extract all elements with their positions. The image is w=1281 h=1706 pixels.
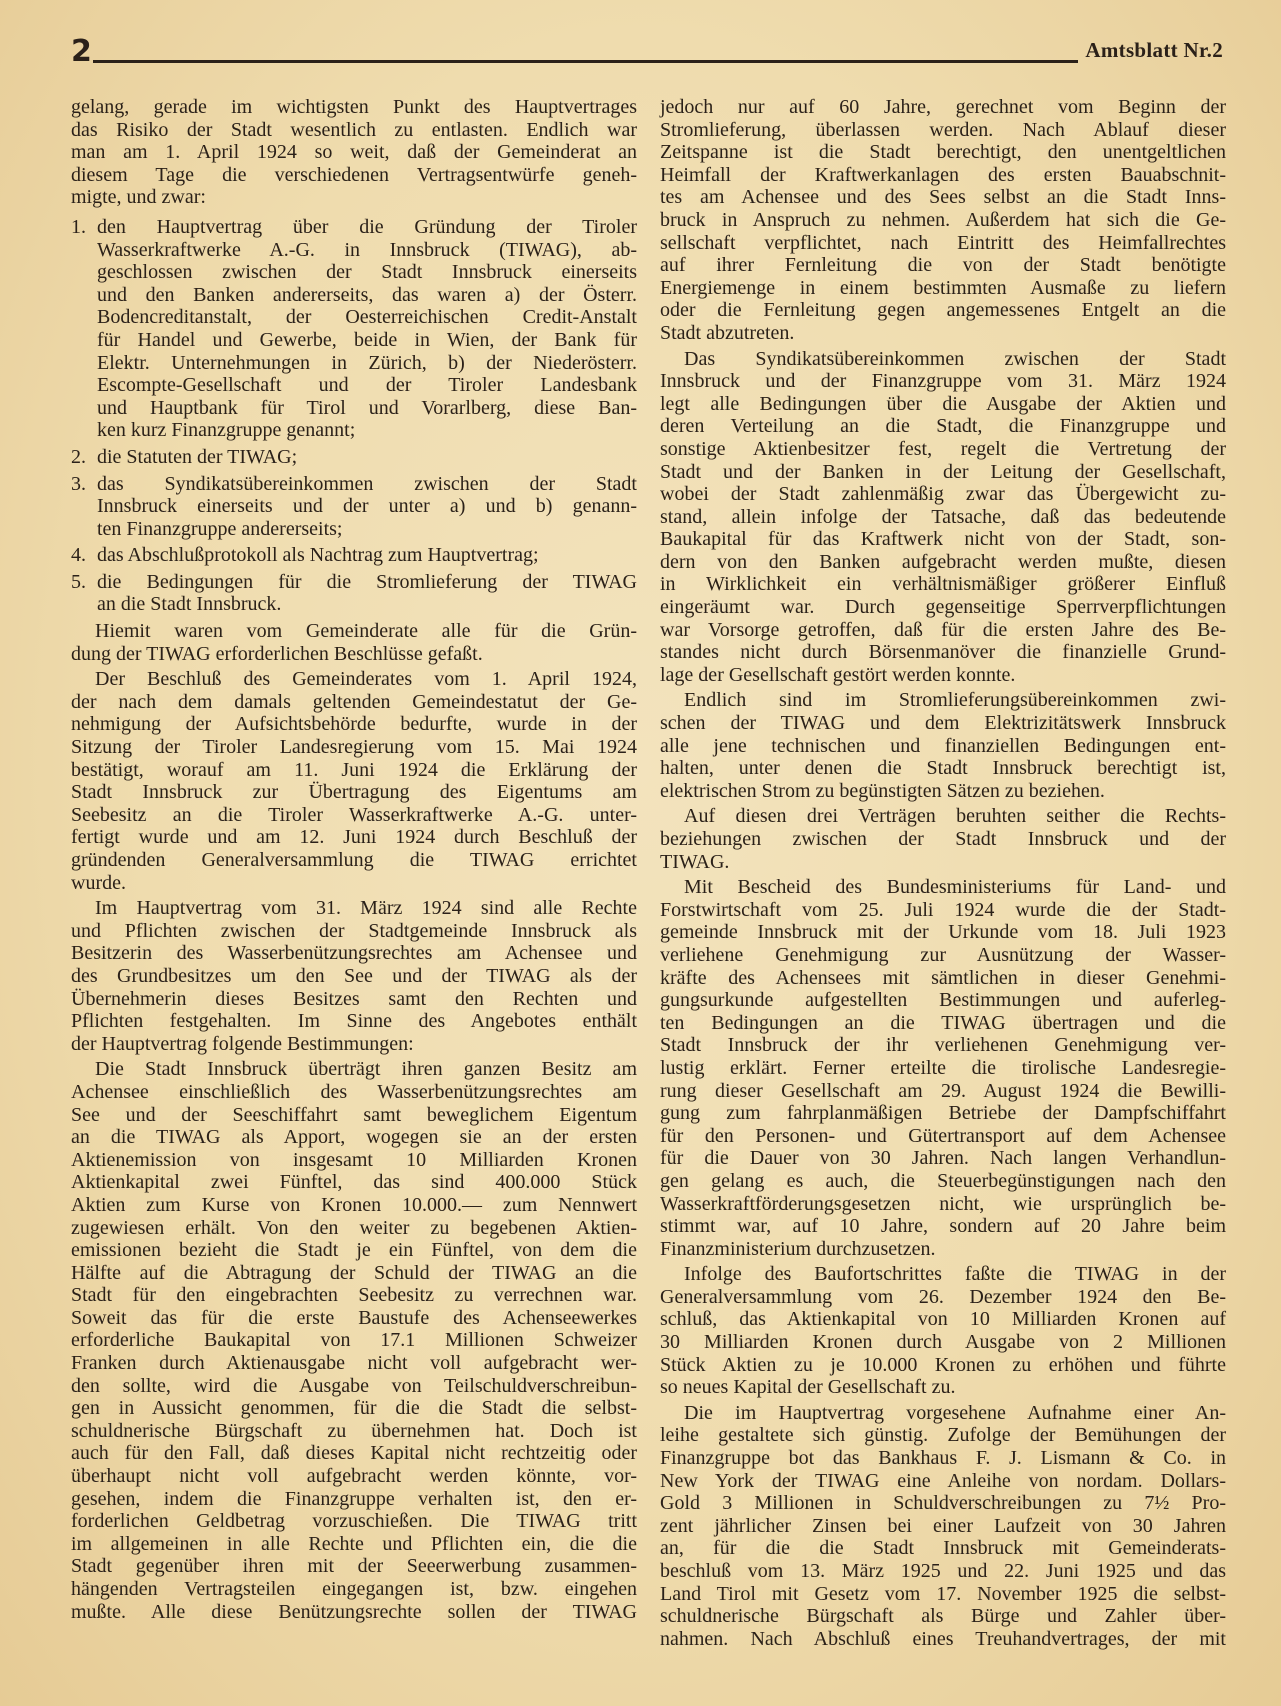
paragraph: [660, 1402, 1226, 1651]
text-line: Innsbruck und der Finanzgruppe vom 31. März 1924: [660, 370, 1226, 393]
text-line: Die Stadt Innsbruck überträgt ihren ganzen Besitz am: [95, 1058, 637, 1081]
text-line: sonstige Aktienbesitzer fest, regelt die Vertretung der: [660, 437, 1226, 460]
text-line: und Pflichten zwischen der Stadtgemeinde Innsbruck als: [71, 919, 637, 942]
text-line: Baukapital für das Kraftwerk nicht von der Stadt, son-: [660, 528, 1226, 551]
text-line: rung dieser Gesellschaft am 29. August 1924 die Bewilli-: [660, 1079, 1226, 1102]
text-line: Besitzerin des Wasserbenützungsrechtes am Achensee und: [71, 942, 637, 965]
text-line: geschlossen zwischen der Stadt Innsbruck einerseits: [97, 261, 637, 284]
text-line: Stück Aktien zu je 10.000 Kronen zu erhöhen und führte: [660, 1353, 1226, 1376]
text-line: Heimfall der Kraftwerkanlagen des ersten Bauabschnit-: [660, 163, 1226, 186]
header-rule: [93, 60, 1078, 63]
text-line: oder die Fernleitung gegen angemessenes Entgelt an die: [660, 299, 1226, 322]
text-line: den sollte, wird die Ausgabe von Teilschuldverschreibun-: [71, 1374, 637, 1397]
text-line: hängenden Vertragsteilen eingegangen ist, bzw. eingehen: [71, 1578, 637, 1600]
text-line: ten Finanzgruppe andererseits;: [97, 517, 343, 540]
text-line: Generalversammlung vom 26. Dezember 1924 den Be-: [660, 1285, 1226, 1308]
text-line: Das Syndikatsübereinkommen zwischen der Stadt: [684, 347, 1226, 370]
text-line: Mit Bescheid des Bundesministeriums für Land- und: [684, 876, 1226, 899]
text-line: Aktienemission von insgesamt 10 Milliarden Kronen: [71, 1148, 637, 1171]
text-line: kräfte des Achensees mit sämtlichen in dieser Genehmi-: [660, 966, 1226, 989]
text-line: wobei der Stadt zahlenmäßig zwar das Übergewicht zu-: [660, 483, 1226, 506]
text-line: so neues Kapital der Gesellschaft zu.: [660, 1376, 956, 1399]
text-line: Forstwirtschaft vom 25. Juli 1924 wurde die der Stadt-: [660, 898, 1226, 921]
text-line: schluß, das Aktienkapital von 10 Milliarden Kronen auf: [660, 1308, 1226, 1331]
paragraph: [660, 805, 1226, 873]
text-line: Infolge des Baufortschrittes faßte die TIWAG in der: [684, 1263, 1226, 1286]
text-line: für Handel und Gewerbe, beide in Wien, der Bank für: [97, 328, 637, 351]
text-line: erforderliche Baukapital von 17.1 Millionen Schweizer: [71, 1329, 637, 1352]
text-line: Land Tirol mit Gesetz vom 17. November 1925 die selbst-: [660, 1582, 1226, 1605]
page-number: 2: [71, 34, 92, 69]
text-line: See und der Seeschiffahrt samt beweglichem Eigentum: [71, 1103, 637, 1126]
text-line: gründenden Generalversammlung die TIWAG errichtet: [71, 849, 637, 871]
right-column: [660, 96, 1226, 1653]
text-line: Franken durch Aktienausgabe nicht voll aufgebracht wer-: [71, 1352, 637, 1375]
text-line: den Hauptvertrag über die Gründung der Tiroler: [97, 215, 637, 238]
text-line: eingeräumt war. Durch gegenseitige Sperrverpflichtungen: [660, 596, 1226, 619]
text-line: das Abschlußprotokoll als Nachtrag zum Hauptvertrag;: [97, 544, 539, 567]
text-line: forderlichen Geldbetrag vorzuschießen. Die TIWAG tritt: [71, 1510, 637, 1533]
paragraph: [71, 897, 637, 1055]
text-line: Zeitspanne ist die Stadt berechtigt, den unentgeltlichen: [660, 141, 1226, 164]
text-line: für den Personen- und Gütertransport auf dem Achensee: [660, 1124, 1226, 1147]
text-line: alle jene technischen und finanziellen Bedingungen ent-: [660, 734, 1226, 757]
paragraph: [71, 668, 637, 894]
list-number: 5.: [71, 570, 86, 593]
text-line: Hälfte auf die Abtragung der Schuld der TIWAG an die: [71, 1261, 637, 1284]
text-line: Sitzung der Tiroler Landesregierung vom 15. Mai 1924: [71, 736, 637, 759]
text-line: Im Hauptvertrag vom 31. März 1924 sind alle Rechte: [95, 897, 637, 920]
text-line: leihe gestaltete sich günstig. Zufolge der Bemühungen der: [660, 1424, 1226, 1447]
text-line: Finanzgruppe bot das Bankhaus F. J. Lismann & Co. in: [660, 1447, 1226, 1470]
text-line: standes nicht durch Börsenmanöver die finanzielle Grund-: [660, 641, 1226, 664]
text-line: der nach dem damals geltenden Gemeindestatut der Ge-: [71, 690, 637, 713]
text-line: fertigt wurde und am 12. Juni 1924 durch Beschluß der: [71, 826, 637, 849]
text-line: Gold 3 Millionen in Schuldverschreibungen zu 7½ Pro-: [660, 1492, 1226, 1515]
text-line: zugewiesen erhält. Von den weiter zu begebenen Aktien-: [71, 1216, 637, 1239]
text-line: Stadt Innsbruck der ihr verliehenen Genehmigung ver-: [660, 1034, 1226, 1057]
text-line: war Vorsorge getroffen, daß für die ersten Jahre des Be-: [660, 618, 1226, 641]
text-line: deren Verteilung an die Stadt, die Finanzgruppe und: [660, 415, 1226, 438]
text-line: Aktien zum Kurse von Kronen 10.000.— zum Nennwert: [71, 1193, 637, 1216]
list-item: [71, 544, 637, 567]
text-line: und den Banken andererseits, das waren a) der Österr.: [97, 283, 637, 306]
text-line: ten Bedingungen an die TIWAG übertragen und die: [660, 1011, 1226, 1034]
text-line: Der Beschluß des Gemeinderates vom 1. April 1924,: [95, 668, 637, 691]
text-line: Bodencreditanstalt, der Oesterreichischen Credit-Anstalt: [97, 306, 637, 329]
text-line: Energiemenge in einem bestimmten Ausmaße zu liefern: [660, 276, 1226, 299]
text-line: 30 Milliarden Kronen durch Ausgabe von 2 Millionen: [660, 1331, 1226, 1354]
text-line: Pflichten festgehalten. Im Sinne des Angebotes enthält: [71, 1010, 637, 1033]
text-line: Innsbruck einerseits und der unter a) und b) genann-: [97, 495, 637, 518]
text-line: halten, unter denen die Stadt Innsbruck berechtigt ist,: [660, 757, 1226, 780]
text-line: der Hauptvertrag folgende Bestimmungen:: [71, 1032, 414, 1055]
paragraph: [660, 689, 1226, 802]
text-line: schuldnerische Bürgschaft zu übernehmen hat. Doch ist: [71, 1419, 637, 1442]
text-line: nahmen. Nach Abschluß eines Treuhandvertrages, der mit: [660, 1627, 1226, 1650]
text-line: ken kurz Finanzgruppe genannt;: [97, 419, 356, 442]
text-line: nehmigung der Aufsichtsbehörde bedurfte, wurde in der: [71, 713, 637, 736]
text-line: an, für die die Stadt Innsbruck mit Gemeinderats-: [660, 1537, 1226, 1560]
text-line: lustig erklärt. Ferner erteilte die tirolische Landesregie-: [660, 1056, 1226, 1079]
paragraph: [71, 620, 637, 665]
text-line: dung der TIWAG erforderlichen Beschlüsse gefaßt.: [71, 642, 483, 665]
text-line: das Risiko der Stadt wesentlich zu entlasten. Endlich war: [71, 118, 637, 141]
text-line: Die im Hauptvertrag vorgesehene Aufnahme einer An-: [684, 1401, 1226, 1424]
text-line: gemeinde Innsbruck mit der Urkunde vom 18. Juli 1923: [660, 921, 1226, 944]
text-line: zent jährlicher Zinsen bei einer Laufzeit von 30 Jahren: [660, 1514, 1226, 1537]
text-line: Finanzministerium durchzusetzen.: [660, 1237, 936, 1260]
text-line: schuldnerische Bürgschaft als Bürge und Zahler über-: [660, 1605, 1226, 1628]
text-line: beziehungen zwischen der Stadt Innsbruck und der: [660, 828, 1226, 850]
publication-title: Amtsblatt Nr.2: [1085, 38, 1223, 62]
text-line: auf ihrer Fernleitung die von der Stadt benötigte: [660, 254, 1226, 277]
text-line: verliehene Genehmigung zur Ausnützung der Wasser-: [660, 943, 1226, 966]
page-header: [71, 30, 1223, 70]
paragraph: [660, 1263, 1226, 1399]
text-line: an die TIWAG als Apport, wogegen sie an der ersten: [71, 1126, 637, 1149]
text-line: Elektr. Unternehmungen in Zürich, b) der Niederösterr.: [97, 351, 637, 374]
list-item: [71, 473, 637, 541]
text-line: TIWAG.: [660, 850, 730, 873]
text-line: Stadt und der Banken in der Leitung der Gesellschaft,: [660, 460, 1226, 483]
text-line: Escompte-Gesellschaft und der Tiroler Landesbank: [97, 374, 637, 397]
text-line: jedoch nur auf 60 Jahre, gerechnet vom Beginn der: [660, 96, 1226, 118]
text-line: die Bedingungen für die Stromlieferung der TIWAG: [97, 570, 637, 593]
text-line: sellschaft verpflichtet, nach Eintritt des Heimfallrechtes: [660, 231, 1226, 254]
text-line: gen in Aussicht genommen, für die die Stadt die selbst-: [71, 1397, 637, 1420]
text-line: beschluß vom 13. März 1925 und 22. Juni 1925 und das: [660, 1560, 1226, 1582]
text-line: Aktienkapital zwei Fünftel, das sind 400.000 Stück: [71, 1171, 637, 1194]
list-item: [71, 446, 637, 469]
text-line: gesehen, indem die Finanzgruppe verhalten ist, den er-: [71, 1487, 637, 1510]
list-item: [71, 571, 637, 616]
text-line: dern von den Banken aufgebracht werden mußte, diesen: [660, 550, 1226, 573]
text-line: Stadt Innsbruck zur Übertragung des Eigentums am: [71, 781, 637, 804]
list-number: 2.: [71, 445, 86, 468]
list-item: [71, 216, 637, 442]
text-line: die Statuten der TIWAG;: [97, 445, 298, 468]
text-line: tes am Achensee und des Sees selbst an die Stadt Inns-: [660, 186, 1226, 209]
paragraph: [660, 96, 1226, 345]
text-line: man am 1. April 1924 so weit, daß der Gemeinderat an: [71, 141, 637, 164]
text-line: schen der TIWAG und dem Elektrizitätswerk Innsbruck: [660, 712, 1226, 735]
text-line: Stromlieferung, überlassen werden. Nach Ablauf dieser: [660, 118, 1226, 141]
text-line: stand, allein infolge der Tatsache, daß das bedeutende: [660, 505, 1226, 528]
text-line: das Syndikatsübereinkommen zwischen der Stadt: [97, 472, 637, 495]
text-line: gen gelang es auch, die Steuerbegünstigungen nach den: [660, 1169, 1226, 1192]
text-line: gung zum fahrplanmäßigen Betriebe der Dampfschiffahrt: [660, 1102, 1226, 1125]
text-line: für die Dauer von 30 Jahren. Nach langen Verhandlun-: [660, 1147, 1226, 1170]
left-column: [71, 96, 637, 1626]
text-line: Stadt gegenüber ihren mit der Seeerwerbung zusammen-: [71, 1555, 637, 1578]
text-line: Auf diesen drei Verträgen beruhten seither die Rechts-: [684, 805, 1226, 828]
text-line: überhaupt nicht voll aufgebracht werden könnte, vor-: [71, 1465, 637, 1488]
text-line: wurde.: [71, 871, 126, 894]
text-line: migte, und zwar:: [71, 186, 206, 209]
text-line: auch für den Fall, daß dieses Kapital nicht rechtzeitig oder: [71, 1442, 637, 1465]
text-line: und Hauptbank für Tirol und Vorarlberg, diese Ban-: [97, 396, 637, 419]
text-line: stimmt war, auf 10 Jahre, sondern auf 20 Jahre beim: [660, 1215, 1226, 1238]
text-line: Übernehmerin dieses Besitzes samt den Rechten und: [71, 987, 637, 1010]
text-line: Stadt abzutreten.: [660, 321, 795, 344]
list-number: 1.: [71, 215, 86, 238]
text-line: legt alle Bedingungen über die Ausgabe der Aktien und: [660, 392, 1226, 415]
text-line: in Wirklichkeit ein verhältnismäßiger größerer Einfluß: [660, 573, 1226, 596]
paragraph: [660, 876, 1226, 1260]
text-line: Endlich sind im Stromlieferungsübereinkommen zwi-: [684, 689, 1226, 712]
text-line: gungsurkunde aufgestellten Bestimmungen und auferleg-: [660, 989, 1226, 1012]
text-line: Hiemit waren vom Gemeinderate alle für die Grün-: [95, 620, 637, 643]
text-line: Wasserkraftwerke A.-G. in Innsbruck (TIWAG), ab-: [97, 238, 637, 261]
text-line: gelang, gerade im wichtigsten Punkt des Hauptvertrages: [71, 96, 637, 118]
paragraph: [71, 96, 637, 209]
text-line: Wasserkraftförderungsgesetzen nicht, wie ursprünglich be-: [660, 1192, 1226, 1215]
list-number: 3.: [71, 472, 86, 495]
list-number: 4.: [71, 544, 86, 567]
text-line: emissionen bezieht die Stadt je ein Fünftel, von dem die: [71, 1239, 637, 1262]
text-line: des Grundbesitzes um den See und der TIWAG als der: [71, 964, 637, 987]
text-line: an die Stadt Innsbruck.: [97, 593, 282, 616]
text-line: Soweit das für die erste Baustufe des Achenseewerkes: [71, 1306, 637, 1329]
text-line: diesem Tage die verschiedenen Vertragsentwürfe geneh-: [71, 163, 637, 186]
paragraph: [660, 348, 1226, 687]
text-line: mußte. Alle diese Benützungsrechte sollen der TIWAG: [71, 1600, 637, 1623]
text-line: lage der Gesellschaft gestört werden konnte.: [660, 663, 1016, 686]
text-line: Stadt für den eingebrachten Seebesitz zu verrechnen war.: [71, 1284, 637, 1307]
text-line: bruck in Anspruch zu nehmen. Außerdem hat sich die Ge-: [660, 208, 1226, 231]
text-line: bestätigt, worauf am 11. Juni 1924 die Erklärung der: [71, 758, 637, 781]
paragraph: [71, 1058, 637, 1623]
text-line: im allgemeinen in alle Rechte und Pflichten ein, die die: [71, 1532, 637, 1555]
text-line: Achensee einschließlich des Wasserbenützungsrechtes am: [71, 1080, 637, 1103]
text-line: elektrischen Strom zu begünstigten Sätzen zu beziehen.: [660, 779, 1105, 802]
text-line: New York der TIWAG eine Anleihe von nordam. Dollars-: [660, 1469, 1226, 1492]
text-line: Seebesitz an die Tiroler Wasserkraftwerke A.-G. unter-: [71, 803, 637, 826]
